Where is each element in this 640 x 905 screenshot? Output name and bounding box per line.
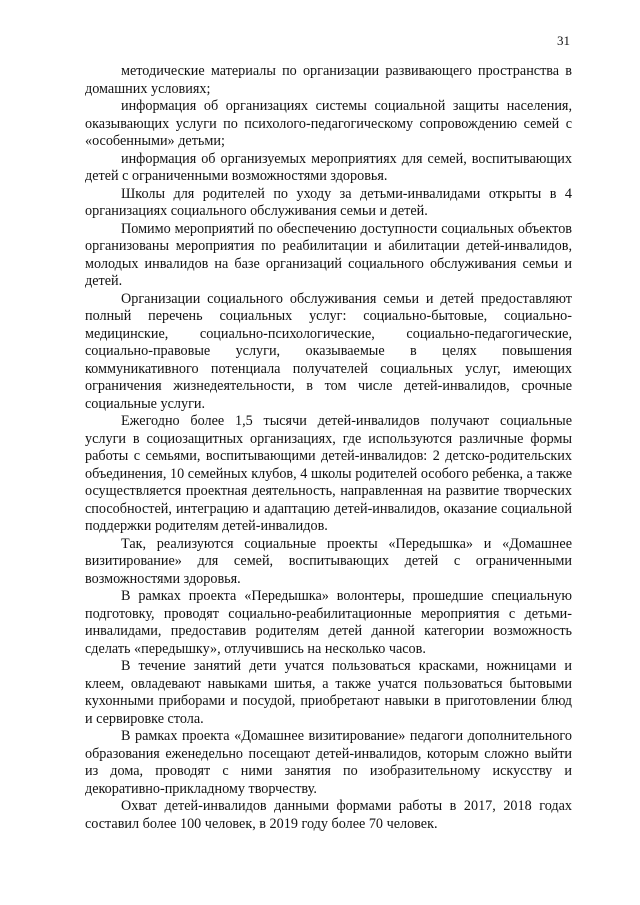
paragraph: информация об организациях системы социальной защиты населения, оказывающих услуги по психолого-педагогическому сопровождению семей с «особенными» детьми; bbox=[85, 98, 572, 149]
paragraph: Охват детей-инвалидов данными формами работы в 2017, 2018 годах составил более 100 человек, в 2019 году более 70 человек. bbox=[85, 798, 572, 832]
paragraph: В течение занятий дети учатся пользоваться красками, ножницами и клеем, овладевают навыками шитья, а также учатся пользоваться бытовыми кухонными приборами и посудой, приобретают навыки в приготовлении блюд и сервировке стола. bbox=[85, 658, 572, 727]
paragraph: В рамках проекта «Передышка» волонтеры, прошедшие специальную подготовку, проводят социально-реабилитационные мероприятия с детьми-инвалидами, предоставив родителям детей данной категории возможность сделать «передышку», отлучившись на несколько часов. bbox=[85, 588, 572, 657]
paragraph: методические материалы по организации развивающего пространства в домашних условиях; bbox=[85, 63, 572, 97]
paragraph: Ежегодно более 1,5 тысячи детей-инвалидов получают социальные услуги в социозащитных организациях, где используются различные формы работы с семьями, воспитывающими детей-инвалидов: 2 детско-родительских объединения, 10 семейных клубов, 4 школы родителей особого ребенка, а также осуществляется проектная деятельность, направленная на развитие творческих способностей, интеграцию и адаптацию детей-инвалидов, оказание социальной поддержки родителям детей-инвалидов. bbox=[85, 413, 572, 534]
paragraph: Так, реализуются социальные проекты «Передышка» и «Домашнее визитирование» для семей, воспитывающих детей с ограниченными возможностями здоровья. bbox=[85, 535, 572, 587]
paragraph: Школы для родителей по уходу за детьми-инвалидами открыты в 4 организациях социального обслуживания семьи и детей. bbox=[85, 185, 572, 219]
paragraph: Организации социального обслуживания семьи и детей предоставляют полный перечень социальных услуг: социально-бытовые, социально-медицинские, социально-психологические, социально-педагогические, социально-правовые услуги, оказываемые в целях повышения коммуникативного потенциала получателей социальных услуг, имеющих ограничения жизнедеятельности, в том числе детей-инвалидов, срочные социальные услуги. bbox=[85, 290, 572, 412]
paragraph: В рамках проекта «Домашнее визитирование» педагоги дополнительного образования еженедельно посещают детей-инвалидов, которым сложно выйти из дома, проводят с ними занятия по изобразительному искусству и декоративно-прикладному творчеству. bbox=[85, 728, 572, 797]
paragraph: информация об организуемых мероприятиях для семей, воспитывающих детей с ограниченными возможностями здоровья. bbox=[85, 150, 572, 184]
paragraph: Помимо мероприятий по обеспечению доступности социальных объектов организованы мероприятия по реабилитации и абилитации детей-инвалидов, молодых инвалидов на базе организаций социального обслуживания семьи и детей. bbox=[85, 220, 572, 289]
document-body bbox=[85, 63, 572, 833]
page-number: 31 bbox=[557, 33, 570, 48]
